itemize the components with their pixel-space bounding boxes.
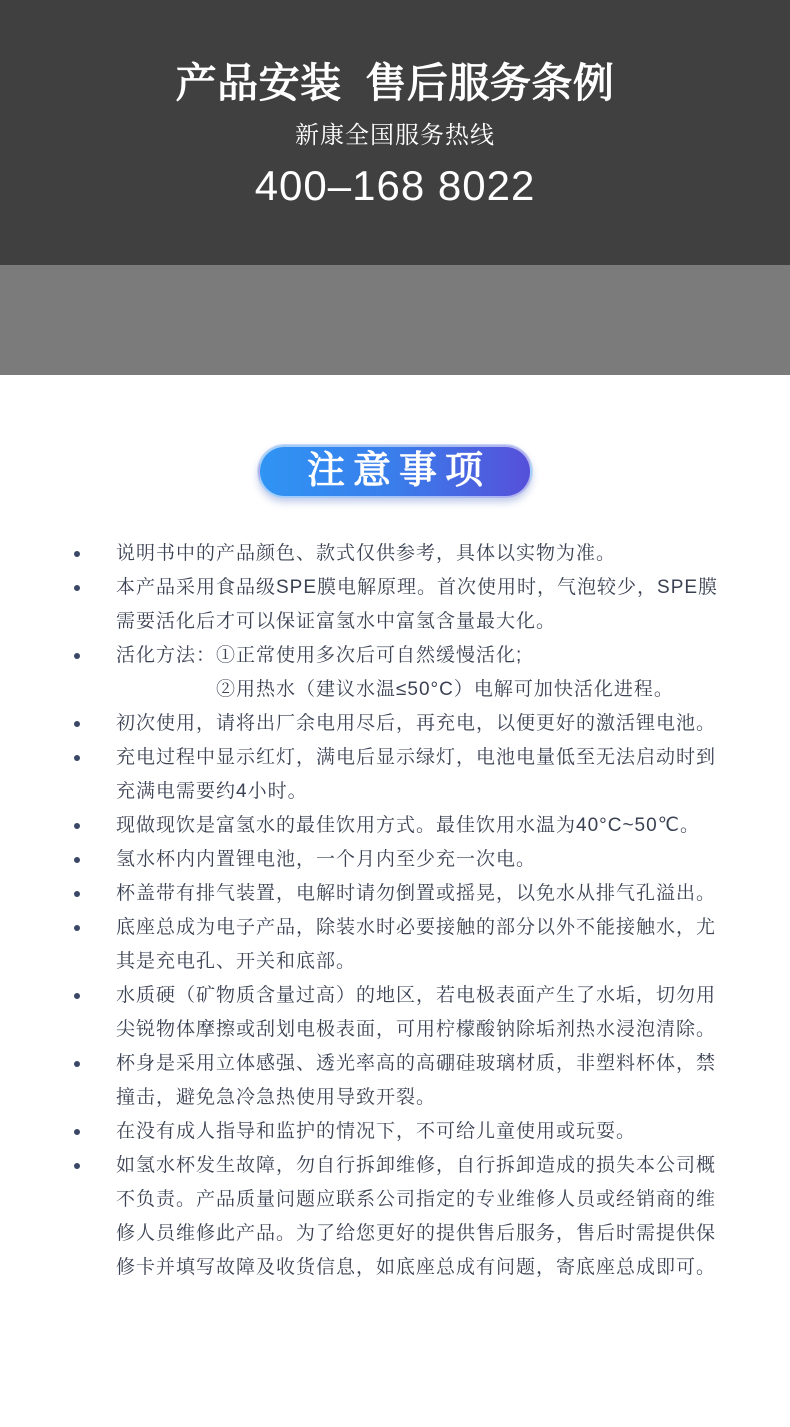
notice-line: 氢水杯内内置锂电池，一个月内至少充一次电。 <box>116 849 537 870</box>
notice-line: 初次使用，请将出厂余电用尽后，再充电，以便更好的激活锂电池。 <box>116 713 717 734</box>
notice-item <box>0 1115 790 1149</box>
page-title: 产品安装 售后服务条例 <box>175 60 615 106</box>
hotline-number: 400–168 8022 <box>254 162 536 209</box>
notice-item <box>0 809 790 843</box>
notice-item <box>0 843 790 877</box>
notice-line: 修人员维修此产品。为了给您更好的提供售后服务，售后时需提供保 <box>116 1223 717 1244</box>
bullet-icon <box>74 925 80 931</box>
notice-item <box>0 639 790 707</box>
bullet-icon <box>74 1061 80 1067</box>
notice-line: 不负责。产品质量问题应联系公司指定的专业维修人员或经销商的维 <box>116 1189 717 1210</box>
notice-item <box>0 1047 790 1115</box>
sub-band <box>0 265 790 375</box>
notice-line: 尖锐物体摩擦或刮划电极表面，可用柠檬酸钠除垢剂热水浸泡清除。 <box>116 1019 717 1040</box>
bullet-icon <box>74 585 80 591</box>
notice-line: 充电过程中显示红灯，满电后显示绿灯，电池电量低至无法启动时到 <box>116 747 717 768</box>
notice-line: 底座总成为电子产品，除装水时必要接触的部分以外不能接触水，尤 <box>116 917 717 938</box>
notice-item <box>0 571 790 639</box>
notice-line: 说明书中的产品颜色、款式仅供参考，具体以实物为准。 <box>116 543 617 564</box>
notice-item <box>0 1149 790 1285</box>
bullet-icon <box>74 1163 80 1169</box>
notice-line: 活化方法：①正常使用多次后可自然缓慢活化; <box>116 645 523 666</box>
bullet-icon <box>74 891 80 897</box>
bullet-icon <box>74 755 80 761</box>
bullet-icon <box>74 993 80 999</box>
notice-line: 水质硬（矿物质含量过高）的地区，若电极表面产生了水垢，切勿用 <box>116 985 717 1006</box>
notice-line: 杯身是采用立体感强、透光率高的高硼硅玻璃材质，非塑料杯体，禁 <box>116 1053 717 1074</box>
bullet-icon <box>74 721 80 727</box>
notice-line: 杯盖带有排气装置，电解时请勿倒置或摇晃，以免水从排气孔溢出。 <box>116 883 717 904</box>
notice-list <box>0 537 790 1285</box>
bullet-icon <box>74 1129 80 1135</box>
notice-line: 需要活化后才可以保证富氢水中富氢含量最大化。 <box>116 611 557 632</box>
notice-line: 如氢水杯发生故障，勿自行拆卸维修，自行拆卸造成的损失本公司概 <box>116 1155 717 1176</box>
notice-line: 充满电需要约4小时。 <box>116 781 308 802</box>
notice-heading-badge <box>258 445 532 498</box>
notice-line: 本产品采用食品级SPE膜电解原理。首次使用时，气泡较少，SPE膜 <box>116 577 719 598</box>
notice-item <box>0 979 790 1047</box>
notice-line: 其是充电孔、开关和底部。 <box>116 951 357 972</box>
notice-item <box>0 911 790 979</box>
notice-item <box>0 707 790 741</box>
bullet-icon <box>74 653 80 659</box>
bullet-icon <box>74 823 80 829</box>
bullet-icon <box>74 857 80 863</box>
notice-line: 在没有成人指导和监护的情况下，不可给儿童使用或玩耍。 <box>116 1121 637 1142</box>
notice-line: 现做现饮是富氢水的最佳饮用方式。最佳饮用水温为40°C~50℃。 <box>116 815 701 836</box>
notice-item <box>0 877 790 911</box>
bullet-icon <box>74 551 80 557</box>
notice-line: 撞击，避免急冷急热使用导致开裂。 <box>116 1087 437 1108</box>
notice-line: ②用热水（建议水温≤50°C）电解可加快活化进程。 <box>216 679 674 700</box>
notice-item <box>0 537 790 571</box>
notice-item <box>0 741 790 809</box>
hotline-label: 新康全国服务热线 <box>295 122 495 149</box>
notice-line: 修卡并填写故障及收货信息，如底座总成有问题，寄底座总成即可。 <box>116 1257 717 1278</box>
notice-heading: 注意事项 <box>306 450 491 492</box>
